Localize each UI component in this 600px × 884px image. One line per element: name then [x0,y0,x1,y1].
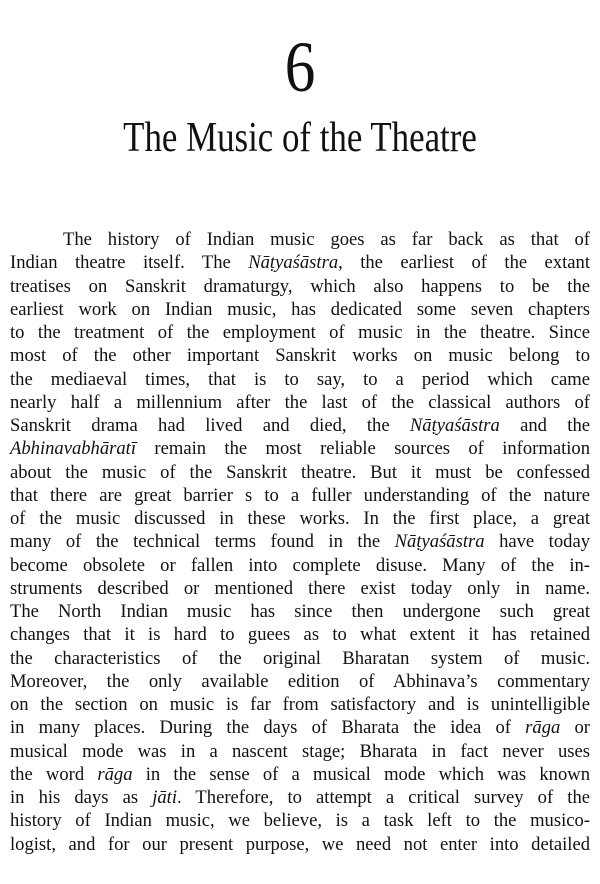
text-segment: about the music of the Sanskrit theatre. But it must be confessed [10,461,590,483]
text-segment: Sanskrit drama had lived and died, the [10,415,410,436]
text-line [10,391,590,414]
text-line [10,437,590,460]
text-line [10,368,590,391]
text-line [10,344,590,367]
text-line [10,321,590,344]
text-segment: that there are great barrier s to a fuller understanding of the nature [10,484,590,506]
text-line [10,670,590,693]
text-segment: on the section on music is far from satisfactory and is unintelligible [10,694,590,715]
chapter-number: 6 [284,27,316,107]
text-segment: changes that it is hard to guees as to what extent it has retained [10,624,590,646]
text-segment: history of Indian music, we believe, is a task left to the musico- [10,810,590,832]
chapter-title: The Music of the Theatre [123,115,477,161]
text-line [10,275,590,298]
text-line [10,298,590,321]
italic-term: rāga [97,763,133,785]
text-line [10,833,590,856]
text-segment: become obsolete or fallen into complete disuse. Many of the in- [10,554,590,576]
text-line [10,507,590,530]
text-line [10,228,590,251]
text-line [10,577,590,600]
italic-term: Nāṭyaśāstra [248,252,339,274]
text-line [10,693,590,716]
text-segment: and the [499,415,590,436]
text-segment: logist, and for our present purpose, we need not enter into detailed [10,833,590,855]
text-segment: the characteristics of the original Bharatan system of music. [10,647,590,669]
text-segment: The North Indian music has since then undergone such great [10,601,590,622]
text-segment: most of the other important Sanskrit works on music belong to [10,345,590,367]
text-segment: Moreover, the only available edition of Abhinava’s commentary [10,670,590,692]
text-line [10,786,590,809]
text-line [10,530,590,553]
text-line [10,763,590,786]
italic-term: Abhinavabhāratī [10,438,137,460]
italic-term: jāti [152,787,177,808]
text-line [10,484,590,507]
text-line [10,623,590,646]
italic-term: Nāṭyaśāstra [409,415,500,436]
text-line [10,251,590,274]
text-segment: earliest work on Indian music, has dedicated some seven chapters [10,298,590,320]
text-segment: or [560,717,590,739]
italic-term: rāga [525,717,561,739]
text-segment: remain the most reliable sources of information [136,438,590,460]
text-segment: . Therefore, to attempt a critical survey of the [176,787,590,808]
text-segment: struments described or mentioned there exist today only in name. [10,577,590,599]
text-line [10,414,590,437]
text-segment: in his days as [10,787,153,808]
text-line [10,809,590,832]
body-paragraph [10,228,590,856]
text-line [10,461,590,484]
text-segment: Indian theatre itself. The [10,252,249,274]
text-line [10,600,590,623]
text-segment: in many places. During the days of Bharata the idea of [10,717,526,739]
text-line [10,716,590,739]
text-line [10,554,590,577]
text-segment: of the music discussed in these works. In the first place, a great [10,508,590,529]
text-segment: , the earliest of the extant [338,252,590,274]
text-segment: musical mode was in a nascent stage; Bharata in fact never uses [10,740,590,762]
text-line [10,740,590,763]
text-segment: The history of Indian music goes as far back as that of [63,229,590,250]
text-segment: to the treatment of the employment of music in the theatre. Since [10,322,590,343]
text-line [10,647,590,670]
text-segment: the word [10,763,98,785]
text-segment: the mediaeval times, that is to say, to a period which came [10,368,590,390]
text-segment: have today [484,531,590,553]
italic-term: Nāṭyaśāstra [394,531,485,553]
text-segment: many of the technical terms found in the [10,531,395,553]
text-segment: treatises on Sanskrit dramaturgy, which also happens to be the [10,275,590,297]
text-segment: nearly half a millennium after the last of the classical authors of [10,391,590,413]
text-segment: in the sense of a musical mode which was known [132,763,590,785]
